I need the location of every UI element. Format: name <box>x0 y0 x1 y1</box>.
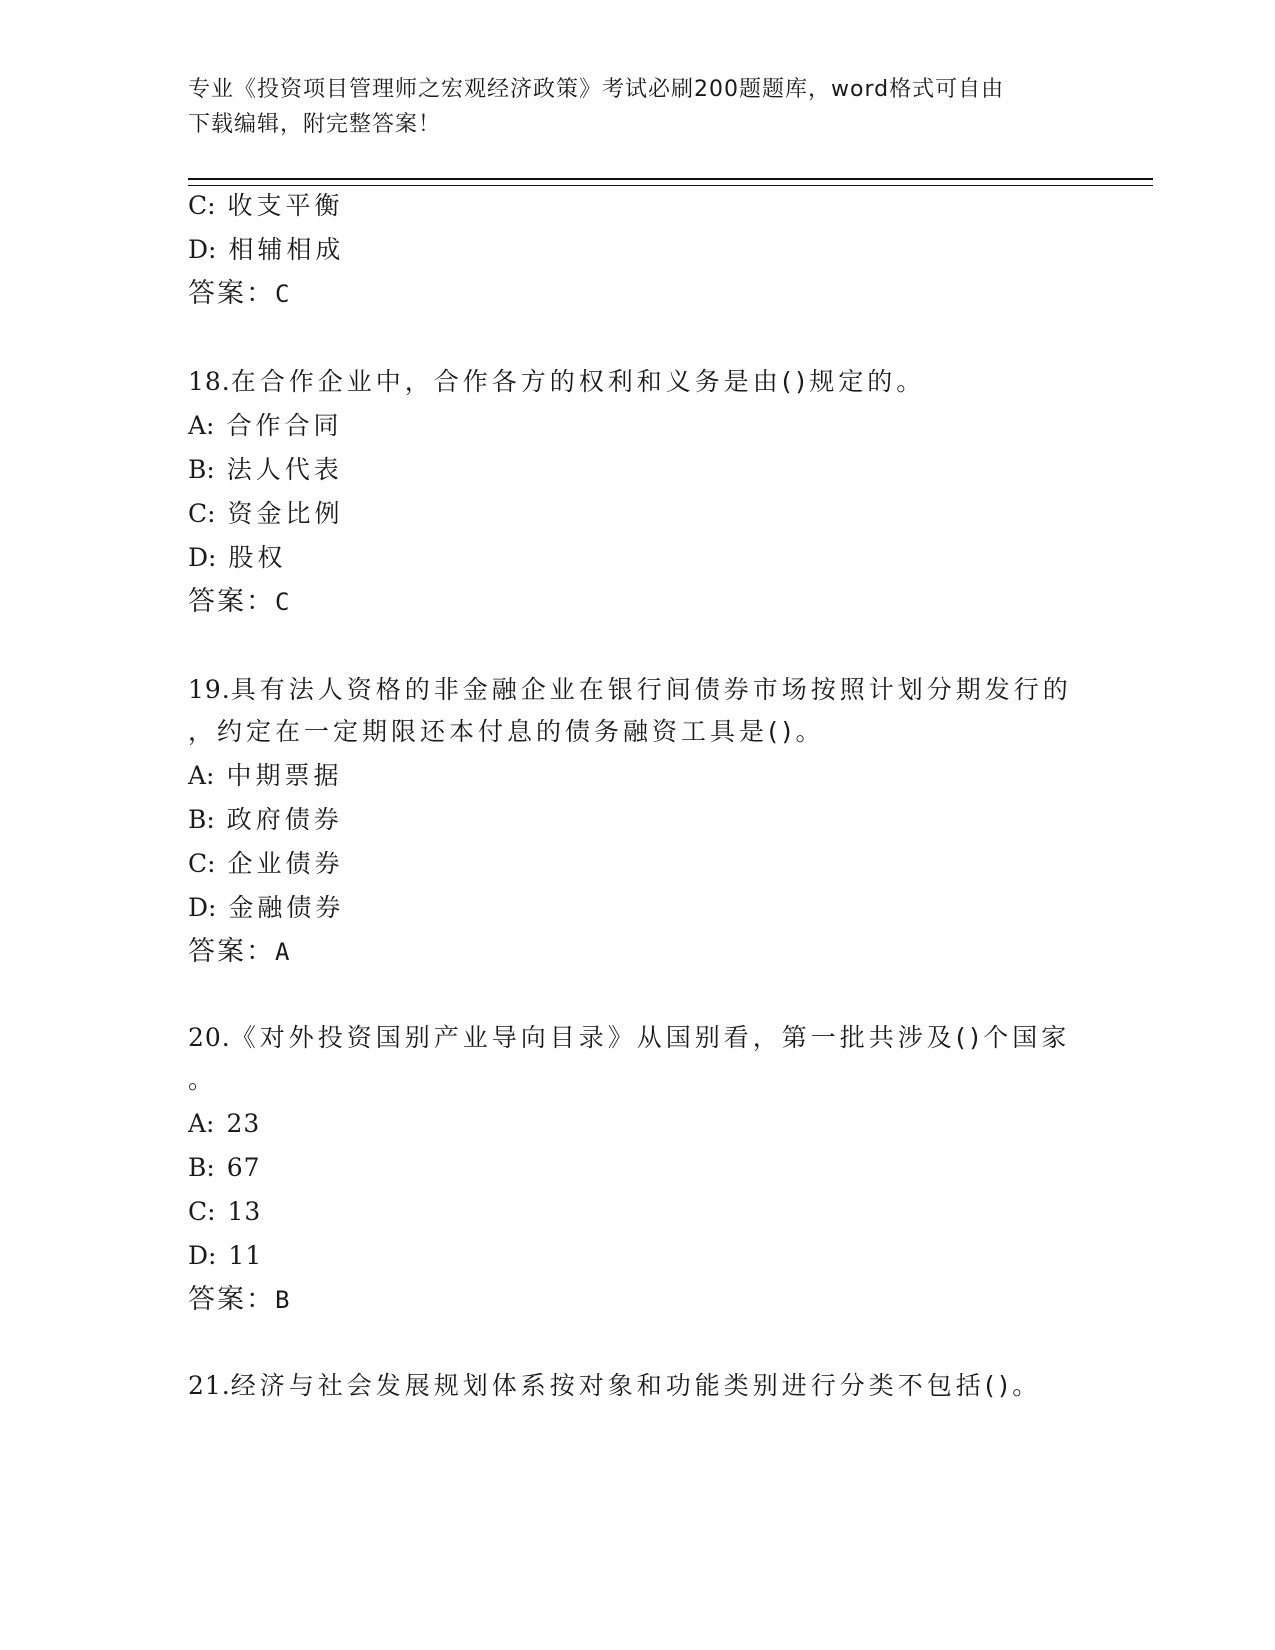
q18-option-a: A: 合作合同 <box>188 411 343 440</box>
q20-option-d: D: 11 <box>188 1241 263 1270</box>
q18-option-d: D: 股权 <box>188 543 287 572</box>
q20-stem-line-1: 20.《对外投资国别产业导向目录》从国别看，第一批共涉及()个国家 <box>188 1023 1071 1052</box>
q20-stem-line-2: 。 <box>188 1065 218 1094</box>
q19-answer: 答案：A <box>188 936 292 967</box>
header-divider-thick <box>188 178 1153 180</box>
document-header <box>188 72 1088 142</box>
q20-option-b: B: 67 <box>188 1153 261 1182</box>
q17-option-d: D: 相辅相成 <box>188 235 345 264</box>
q19-option-a: A: 中期票据 <box>188 761 343 790</box>
header-divider-thin <box>188 185 1153 186</box>
q21-stem: 21.经济与社会发展规划体系按对象和功能类别进行分类不包括()。 <box>188 1371 1042 1400</box>
q17-answer: 答案：C <box>188 278 292 309</box>
q19-option-c: C: 企业债券 <box>188 849 344 878</box>
q19-stem-line-1: 19.具有法人资格的非金融企业在银行间债券市场按照计划分期发行的 <box>188 675 1072 704</box>
q20-option-c: C: 13 <box>188 1197 262 1226</box>
q18-stem: 18.在合作企业中，合作各方的权利和义务是由()规定的。 <box>188 367 926 396</box>
q19-option-b: B: 政府债券 <box>188 805 343 834</box>
q20-answer: 答案：B <box>188 1284 292 1315</box>
q19-option-d: D: 金融债券 <box>188 893 345 922</box>
q19-stem-line-2: ，约定在一定期限还本付息的债务融资工具是()。 <box>188 717 825 746</box>
q20-option-a: A: 23 <box>188 1109 261 1138</box>
q17-option-c: C: 收支平衡 <box>188 191 344 220</box>
header-line-2: 下载编辑，附完整答案！ <box>188 112 442 137</box>
q18-answer: 答案：C <box>188 586 292 617</box>
q18-option-b: B: 法人代表 <box>188 455 343 484</box>
q18-option-c: C: 资金比例 <box>188 499 344 528</box>
header-line-1: 专业《投资项目管理师之宏观经济政策》考试必刷200题题库，word格式可自由 <box>188 77 1005 102</box>
